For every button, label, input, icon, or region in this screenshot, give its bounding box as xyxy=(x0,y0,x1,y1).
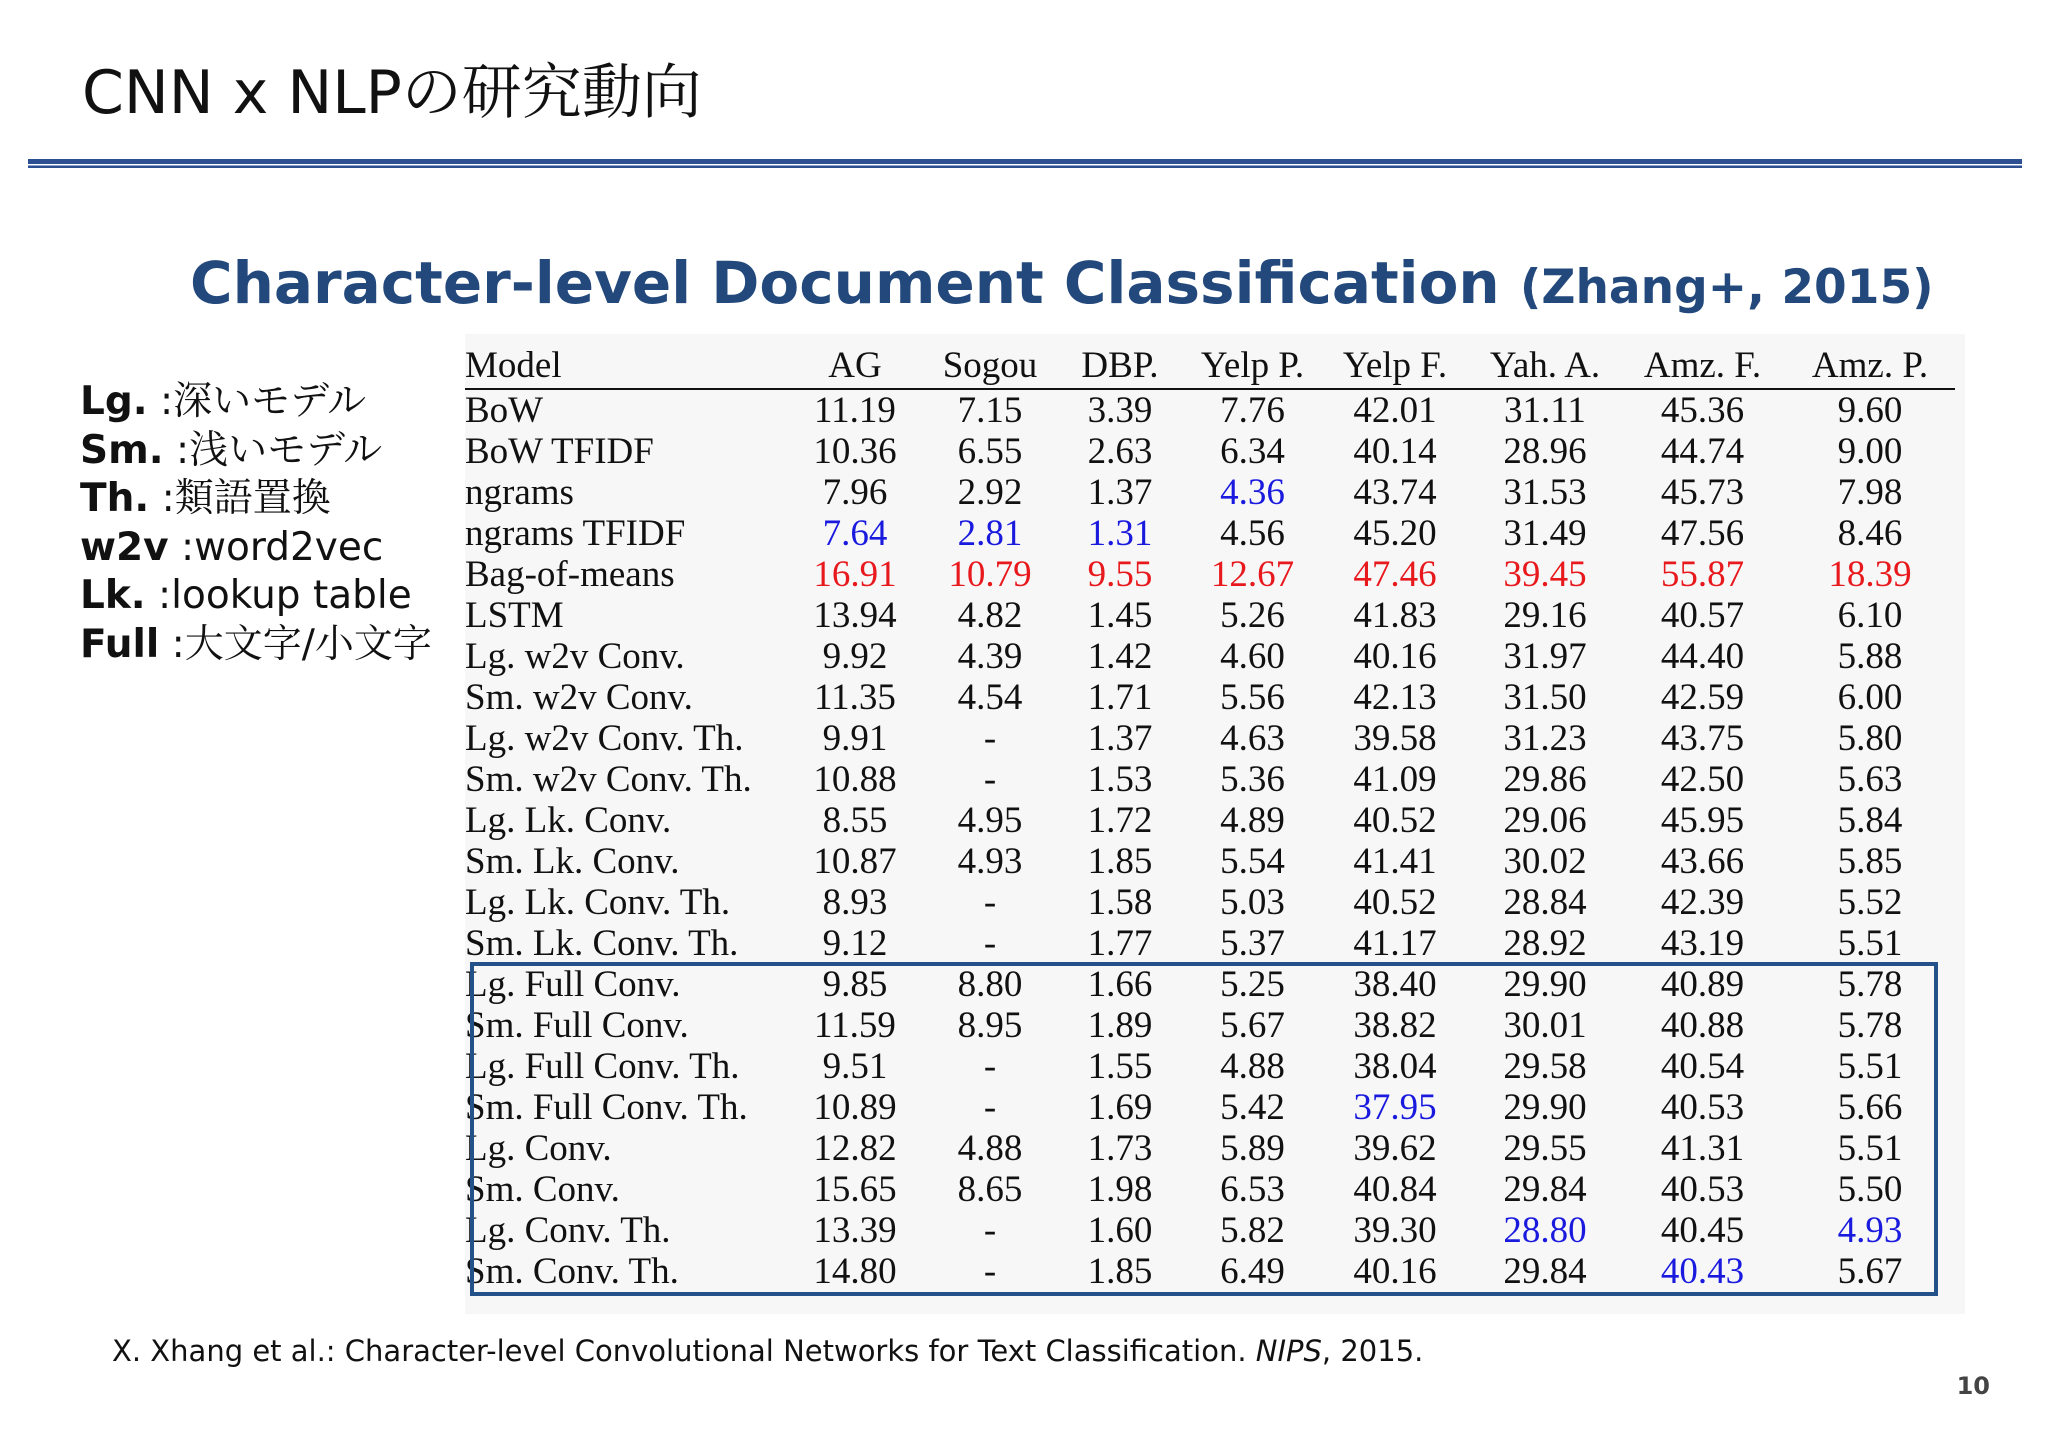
model-name-cell: Sm. Lk. Conv. Th. xyxy=(465,923,739,964)
error-value-cell: 12.82 xyxy=(813,1128,897,1169)
table-row xyxy=(465,554,1955,595)
table-row xyxy=(465,1128,1955,1169)
error-value-cell: 9.00 xyxy=(1837,431,1903,472)
table-row xyxy=(465,472,1955,513)
error-value-cell: 1.72 xyxy=(1087,800,1153,841)
error-value-cell: - xyxy=(983,1210,997,1251)
error-value-cell: 1.71 xyxy=(1087,677,1153,718)
error-value-cell: 8.65 xyxy=(957,1169,1023,1210)
error-value-cell: 31.50 xyxy=(1503,677,1587,718)
error-value-cell: 40.45 xyxy=(1660,1210,1745,1251)
error-value-cell: 28.80 xyxy=(1503,1210,1587,1251)
error-value-cell: 31.11 xyxy=(1504,390,1586,431)
error-value-cell: 5.51 xyxy=(1837,1128,1903,1169)
error-value-cell: 10.87 xyxy=(813,841,897,882)
error-value-cell: 5.84 xyxy=(1837,800,1903,841)
error-value-cell: 5.78 xyxy=(1837,964,1903,1005)
legend-item xyxy=(80,427,432,476)
error-value-cell: 29.06 xyxy=(1503,800,1587,841)
error-value-cell: 43.74 xyxy=(1353,472,1437,513)
error-value-cell: 4.95 xyxy=(957,800,1023,841)
error-value-cell: 1.66 xyxy=(1087,964,1153,1005)
error-value-cell: 38.82 xyxy=(1353,1005,1437,1046)
model-name-cell: BoW xyxy=(465,390,544,431)
legend-abbr: Lg. xyxy=(80,379,148,424)
error-value-cell: 40.16 xyxy=(1353,1251,1437,1292)
results-table xyxy=(465,344,1955,1292)
error-value-cell: 1.37 xyxy=(1087,472,1153,513)
error-value-cell: 43.75 xyxy=(1660,718,1745,759)
error-value-cell: 9.12 xyxy=(822,923,888,964)
error-value-cell: 44.74 xyxy=(1660,431,1745,472)
legend-item xyxy=(80,524,432,573)
legend-abbr: Full xyxy=(80,621,160,667)
error-value-cell: 42.13 xyxy=(1353,677,1437,718)
error-value-cell: 41.17 xyxy=(1353,923,1437,964)
legend-item xyxy=(80,621,432,670)
model-name-cell: Lg. Lk. Conv. xyxy=(465,800,672,841)
error-value-cell: 5.54 xyxy=(1220,841,1285,882)
model-name-cell: LSTM xyxy=(465,595,564,636)
error-value-cell: 38.04 xyxy=(1353,1046,1437,1087)
error-value-cell: 40.53 xyxy=(1660,1169,1745,1210)
table-row xyxy=(465,841,1955,882)
column-header: Amz. F. xyxy=(1643,345,1762,386)
error-value-cell: 41.09 xyxy=(1353,759,1437,800)
error-value-cell: 7.98 xyxy=(1837,472,1903,513)
error-value-cell: 10.79 xyxy=(948,554,1032,595)
error-value-cell: 39.58 xyxy=(1353,718,1437,759)
error-value-cell: 39.30 xyxy=(1353,1210,1437,1251)
table-row xyxy=(465,1005,1955,1046)
error-value-cell: 47.46 xyxy=(1353,554,1437,595)
reference-citation xyxy=(112,1334,1423,1368)
model-name-cell: Lg. Full Conv. Th. xyxy=(465,1046,740,1087)
error-value-cell: 5.52 xyxy=(1837,882,1903,923)
error-value-cell: 29.90 xyxy=(1503,964,1587,1005)
error-value-cell: 9.51 xyxy=(822,1046,888,1087)
error-value-cell: 10.88 xyxy=(813,759,897,800)
table-row xyxy=(465,718,1955,759)
error-value-cell: - xyxy=(983,1251,997,1292)
error-value-cell: 5.56 xyxy=(1220,677,1285,718)
error-value-cell: 5.88 xyxy=(1837,636,1903,677)
error-value-cell: 4.39 xyxy=(957,636,1023,677)
error-value-cell: 31.53 xyxy=(1503,472,1587,513)
model-name-cell: ngrams TFIDF xyxy=(465,513,686,554)
table-row xyxy=(465,431,1955,472)
table-row xyxy=(465,1087,1955,1128)
error-value-cell: 4.56 xyxy=(1220,513,1285,554)
error-value-cell: 42.59 xyxy=(1660,677,1745,718)
legend-desc: :word2vec xyxy=(168,524,384,570)
error-value-cell: 40.43 xyxy=(1660,1251,1745,1292)
error-value-cell: 1.31 xyxy=(1087,513,1153,554)
error-value-cell: - xyxy=(983,1046,997,1087)
error-value-cell: 42.50 xyxy=(1660,759,1745,800)
error-value-cell: 5.36 xyxy=(1220,759,1285,800)
error-value-cell: 40.14 xyxy=(1353,431,1437,472)
error-value-cell: 39.62 xyxy=(1353,1128,1437,1169)
column-header: DBP. xyxy=(1081,345,1159,386)
error-value-cell: 18.39 xyxy=(1828,554,1912,595)
model-name-cell: Lg. Conv. xyxy=(465,1128,612,1169)
error-value-cell: 45.36 xyxy=(1660,390,1745,431)
error-value-cell: 5.26 xyxy=(1220,595,1285,636)
error-value-cell: 42.01 xyxy=(1353,390,1437,431)
error-value-cell: - xyxy=(983,759,997,800)
error-value-cell: 5.67 xyxy=(1837,1251,1903,1292)
error-value-cell: 7.76 xyxy=(1220,390,1285,431)
column-header: Sogou xyxy=(942,345,1038,386)
error-value-cell: 31.49 xyxy=(1503,513,1587,554)
error-value-cell: 6.10 xyxy=(1837,595,1903,636)
error-value-cell: 5.63 xyxy=(1837,759,1903,800)
error-value-cell: 1.85 xyxy=(1087,1251,1153,1292)
reference-year: , 2015. xyxy=(1321,1334,1424,1368)
error-value-cell: 29.16 xyxy=(1503,595,1587,636)
table-row xyxy=(465,923,1955,964)
error-value-cell: 4.54 xyxy=(957,677,1023,718)
table-row xyxy=(465,1046,1955,1087)
table-row xyxy=(465,882,1955,923)
legend-desc: :浅いモデル xyxy=(163,427,383,473)
reference-text: X. Xhang et al.: Character-level Convolutional Networks for Text Classification. xyxy=(112,1334,1256,1368)
legend-item xyxy=(80,572,432,621)
column-header: AG xyxy=(828,345,882,386)
error-value-cell: 1.53 xyxy=(1087,759,1153,800)
error-value-cell: - xyxy=(983,882,997,923)
error-value-cell: 28.92 xyxy=(1503,923,1587,964)
error-value-cell: 11.35 xyxy=(814,677,896,718)
error-value-cell: 9.91 xyxy=(822,718,888,759)
model-name-cell: ngrams xyxy=(465,472,574,513)
error-value-cell: 5.85 xyxy=(1837,841,1903,882)
error-value-cell: - xyxy=(983,1087,997,1128)
table-row xyxy=(465,677,1955,718)
error-value-cell: 5.78 xyxy=(1837,1005,1903,1046)
error-value-cell: 40.57 xyxy=(1660,595,1745,636)
error-value-cell: 15.65 xyxy=(813,1169,897,1210)
table-row xyxy=(465,389,1955,431)
error-value-cell: 1.60 xyxy=(1087,1210,1153,1251)
error-value-cell: 5.50 xyxy=(1837,1169,1903,1210)
error-value-cell: 1.98 xyxy=(1087,1169,1153,1210)
error-value-cell: 39.45 xyxy=(1503,554,1587,595)
error-value-cell: 42.39 xyxy=(1660,882,1745,923)
error-value-cell: 43.66 xyxy=(1660,841,1745,882)
model-name-cell: Sm. Lk. Conv. xyxy=(465,841,680,882)
table-row xyxy=(465,800,1955,841)
error-value-cell: 4.60 xyxy=(1220,636,1285,677)
legend-abbr: w2v xyxy=(80,524,169,570)
model-name-cell: Lg. w2v Conv. xyxy=(465,636,685,677)
model-name-cell: Sm. w2v Conv. xyxy=(465,677,693,718)
error-value-cell: 29.84 xyxy=(1503,1251,1587,1292)
error-value-cell: 4.88 xyxy=(1220,1046,1285,1087)
error-value-cell: 41.83 xyxy=(1353,595,1437,636)
error-value-cell: 6.49 xyxy=(1220,1251,1285,1292)
error-value-cell: 1.55 xyxy=(1087,1046,1153,1087)
table-row xyxy=(465,595,1955,636)
error-value-cell: 1.85 xyxy=(1087,841,1153,882)
column-header: Amz. P. xyxy=(1811,345,1929,386)
abbreviation-legend xyxy=(80,378,432,669)
title-divider xyxy=(28,159,2022,168)
legend-desc: :深いモデル xyxy=(147,379,367,424)
legend-item xyxy=(80,475,432,524)
model-name-cell: Bag-of-means xyxy=(465,554,675,595)
table-row xyxy=(465,1169,1955,1210)
legend-desc: :類語置換 xyxy=(149,476,331,521)
error-value-cell: 45.20 xyxy=(1353,513,1437,554)
error-value-cell: 2.81 xyxy=(957,513,1023,554)
error-value-cell: 28.84 xyxy=(1503,882,1587,923)
error-value-cell: 6.53 xyxy=(1220,1169,1285,1210)
error-value-cell: 12.67 xyxy=(1210,554,1295,595)
model-name-cell: Lg. w2v Conv. Th. xyxy=(465,718,744,759)
error-value-cell: 30.01 xyxy=(1503,1005,1587,1046)
slide-title: CNN x NLPの研究動向 xyxy=(82,58,702,128)
reference-venue: NIPS xyxy=(1255,1334,1322,1368)
error-value-cell: 13.39 xyxy=(813,1210,897,1251)
error-value-cell: 4.93 xyxy=(957,841,1023,882)
error-value-cell: 40.16 xyxy=(1353,636,1437,677)
error-value-cell: - xyxy=(983,923,997,964)
error-value-cell: 7.96 xyxy=(822,472,888,513)
error-value-cell: 5.51 xyxy=(1837,1046,1903,1087)
error-value-cell: 5.80 xyxy=(1837,718,1903,759)
error-value-cell: 41.31 xyxy=(1660,1128,1745,1169)
legend-abbr: Th. xyxy=(80,476,150,521)
model-name-cell: Sm. Conv. Th. xyxy=(465,1251,679,1292)
error-value-cell: 29.84 xyxy=(1503,1169,1587,1210)
error-value-cell: 30.02 xyxy=(1503,841,1587,882)
error-value-cell: 4.93 xyxy=(1837,1210,1903,1251)
error-value-cell: 40.52 xyxy=(1353,800,1437,841)
table-row xyxy=(465,1251,1955,1292)
error-value-cell: 2.92 xyxy=(957,472,1023,513)
column-header: Yelp P. xyxy=(1200,345,1305,386)
model-name-cell: Lg. Lk. Conv. Th. xyxy=(465,882,731,923)
legend-desc: :大文字/小文字 xyxy=(159,621,432,667)
error-value-cell: 5.82 xyxy=(1220,1210,1285,1251)
error-value-cell: 5.67 xyxy=(1220,1005,1285,1046)
page-number: 10 xyxy=(1956,1372,1990,1400)
error-value-cell: 45.95 xyxy=(1660,800,1745,841)
error-value-cell: 40.88 xyxy=(1660,1005,1745,1046)
subtitle-citation: (Zhang+, 2015) xyxy=(1519,260,1934,315)
model-name-cell: Sm. Full Conv. Th. xyxy=(465,1087,748,1128)
legend-desc: :lookup table xyxy=(145,573,412,618)
legend-abbr: Lk. xyxy=(80,573,146,618)
error-value-cell: 40.54 xyxy=(1660,1046,1745,1087)
table-row xyxy=(465,964,1955,1005)
model-name-cell: Sm. Full Conv. xyxy=(465,1005,689,1046)
error-value-cell: 28.96 xyxy=(1503,431,1587,472)
error-value-cell: 13.94 xyxy=(813,595,897,636)
error-value-cell: 29.90 xyxy=(1503,1087,1587,1128)
error-value-cell: 41.41 xyxy=(1353,841,1437,882)
error-value-cell: 9.55 xyxy=(1087,554,1153,595)
error-value-cell: 1.42 xyxy=(1087,636,1153,677)
table-row xyxy=(465,759,1955,800)
error-value-cell: 31.23 xyxy=(1503,718,1587,759)
model-name-cell: Sm. w2v Conv. Th. xyxy=(465,759,752,800)
results-table-image xyxy=(465,334,1965,1314)
error-value-cell: 10.89 xyxy=(813,1087,897,1128)
error-value-cell: 8.93 xyxy=(822,882,888,923)
error-value-cell: 7.64 xyxy=(822,513,888,554)
error-value-cell: 40.52 xyxy=(1353,882,1437,923)
error-value-cell: 1.45 xyxy=(1087,595,1153,636)
error-value-cell: 1.37 xyxy=(1087,718,1153,759)
error-value-cell: 44.40 xyxy=(1660,636,1745,677)
error-value-cell: 40.89 xyxy=(1660,964,1745,1005)
error-value-cell: 55.87 xyxy=(1660,554,1745,595)
error-value-cell: 7.15 xyxy=(957,390,1023,431)
error-value-cell: 5.25 xyxy=(1220,964,1285,1005)
error-value-cell: 11.19 xyxy=(814,390,896,431)
subtitle-main: Character-level Document Classification xyxy=(190,249,1500,317)
error-value-cell: 5.51 xyxy=(1837,923,1903,964)
error-value-cell: 4.63 xyxy=(1220,718,1285,759)
error-value-cell: 1.58 xyxy=(1087,882,1153,923)
error-value-cell: 16.91 xyxy=(813,554,897,595)
error-value-cell: 29.58 xyxy=(1503,1046,1587,1087)
error-value-cell: 40.84 xyxy=(1353,1169,1437,1210)
error-value-cell: 4.88 xyxy=(957,1128,1023,1169)
legend-item xyxy=(80,378,432,427)
table-row xyxy=(465,513,1955,554)
table-row xyxy=(465,636,1955,677)
error-value-cell: 5.37 xyxy=(1220,923,1285,964)
model-name-cell: BoW TFIDF xyxy=(465,431,654,472)
error-value-cell: 29.55 xyxy=(1503,1128,1587,1169)
error-value-cell: - xyxy=(983,718,997,759)
error-value-cell: 31.97 xyxy=(1503,636,1587,677)
error-value-cell: 6.34 xyxy=(1220,431,1285,472)
error-value-cell: 8.80 xyxy=(957,964,1023,1005)
error-value-cell: 8.46 xyxy=(1837,513,1903,554)
column-header: Yah. A. xyxy=(1489,345,1601,386)
model-name-cell: Lg. Conv. Th. xyxy=(465,1210,671,1251)
error-value-cell: 14.80 xyxy=(813,1251,897,1292)
table-header-row xyxy=(465,344,1955,389)
error-value-cell: 10.36 xyxy=(813,431,897,472)
error-value-cell: 29.86 xyxy=(1503,759,1587,800)
error-value-cell: 4.89 xyxy=(1220,800,1285,841)
error-value-cell: 37.95 xyxy=(1353,1087,1437,1128)
model-name-cell: Sm. Conv. xyxy=(465,1169,620,1210)
column-header: Model xyxy=(465,345,562,386)
legend-abbr: Sm. xyxy=(80,427,164,473)
error-value-cell: 1.73 xyxy=(1087,1128,1153,1169)
error-value-cell: 45.73 xyxy=(1660,472,1745,513)
table-row xyxy=(465,1210,1955,1251)
error-value-cell: 47.56 xyxy=(1660,513,1745,554)
error-value-cell: 1.77 xyxy=(1087,923,1153,964)
error-value-cell: 4.82 xyxy=(957,595,1023,636)
error-value-cell: 9.60 xyxy=(1837,390,1903,431)
error-value-cell: 8.55 xyxy=(822,800,888,841)
error-value-cell: 4.36 xyxy=(1220,472,1285,513)
error-value-cell: 5.03 xyxy=(1220,882,1285,923)
slide-subtitle xyxy=(190,248,1934,323)
error-value-cell: 9.92 xyxy=(822,636,888,677)
error-value-cell: 1.89 xyxy=(1087,1005,1153,1046)
model-name-cell: Lg. Full Conv. xyxy=(465,964,681,1005)
error-value-cell: 6.55 xyxy=(957,431,1023,472)
error-value-cell: 11.59 xyxy=(814,1005,896,1046)
column-header: Yelp F. xyxy=(1342,345,1448,386)
error-value-cell: 3.39 xyxy=(1087,390,1153,431)
error-value-cell: 40.53 xyxy=(1660,1087,1745,1128)
error-value-cell: 6.00 xyxy=(1837,677,1903,718)
error-value-cell: 43.19 xyxy=(1660,923,1745,964)
error-value-cell: 5.89 xyxy=(1220,1128,1285,1169)
error-value-cell: 8.95 xyxy=(957,1005,1023,1046)
error-value-cell: 1.69 xyxy=(1087,1087,1153,1128)
error-value-cell: 5.66 xyxy=(1837,1087,1903,1128)
error-value-cell: 9.85 xyxy=(822,964,888,1005)
error-value-cell: 2.63 xyxy=(1087,431,1153,472)
error-value-cell: 38.40 xyxy=(1353,964,1437,1005)
error-value-cell: 5.42 xyxy=(1220,1087,1285,1128)
